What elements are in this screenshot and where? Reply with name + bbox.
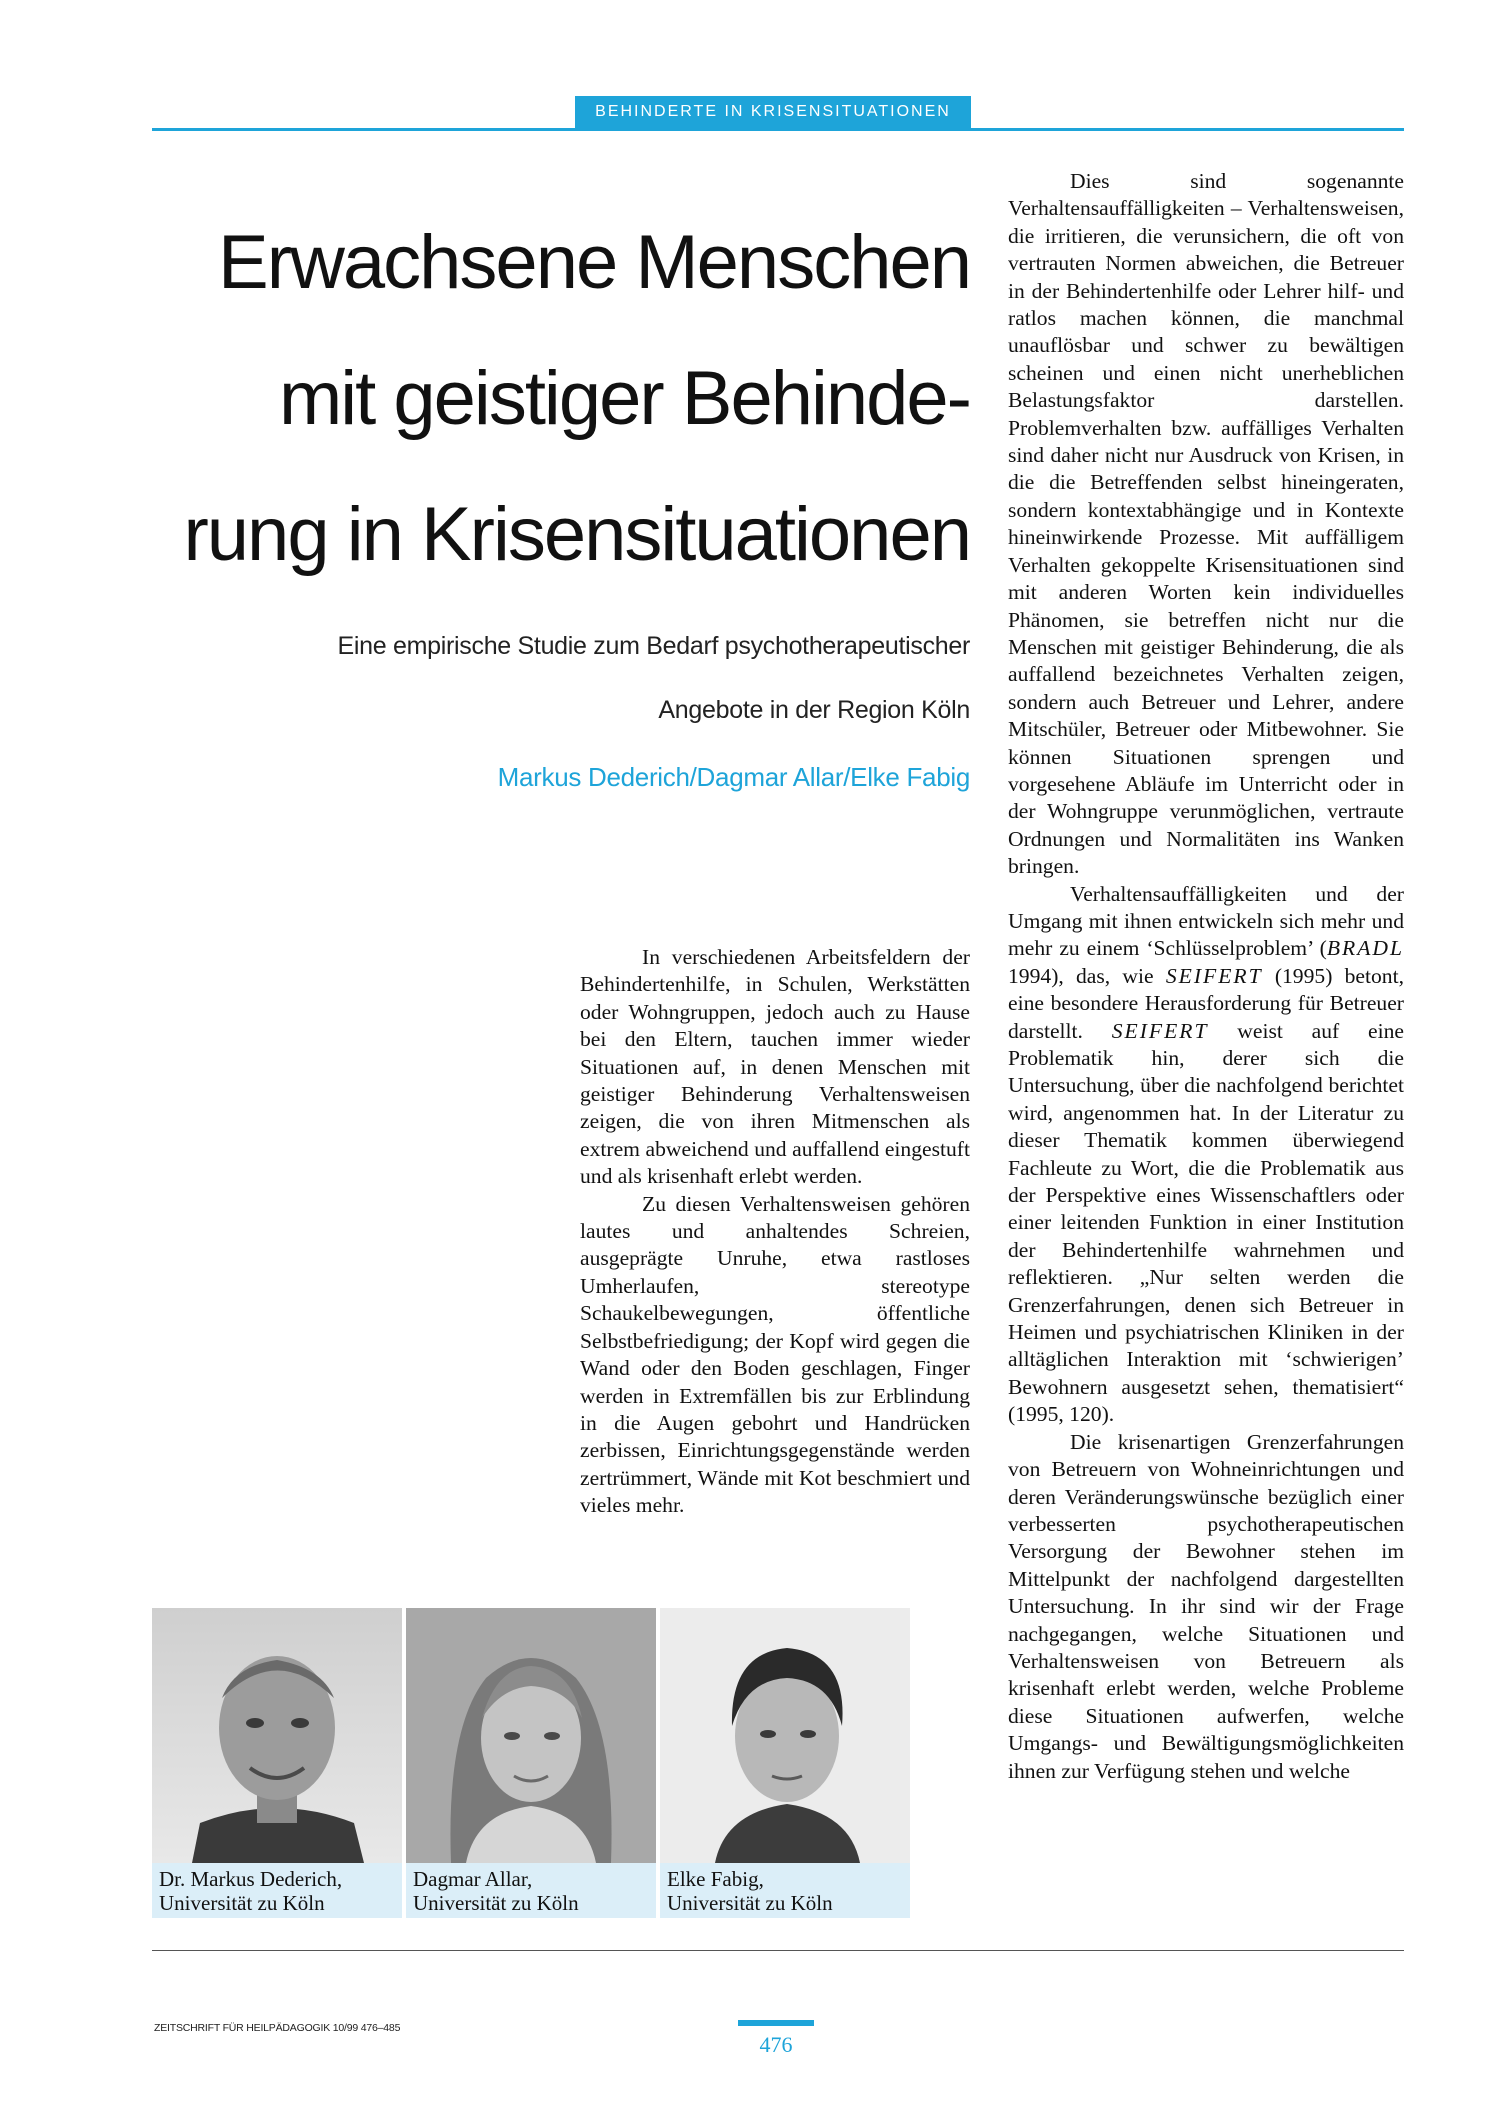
caption-affiliation: Universität zu Köln [667, 1891, 833, 1915]
article-authors: Markus Dederich/Dagmar Allar/Elke Fabig [497, 762, 970, 792]
caption-name: Dagmar Allar, [413, 1867, 533, 1891]
citation-seifert: SEIFERT [1111, 1018, 1209, 1043]
author-photos [152, 1608, 914, 1918]
author-photo-fabig [660, 1608, 910, 1863]
header-rule [152, 128, 1404, 131]
title-line-2: mit geistiger Behinde- [278, 356, 970, 441]
caption-affiliation: Universität zu Köln [159, 1891, 325, 1915]
author-photo-dederich [152, 1608, 402, 1863]
photo-caption [152, 1863, 402, 1918]
page-number: 476 [759, 2032, 793, 2057]
subtitle-line-1: Eine empirische Studie zum Bedarf psychotherapeutischer [337, 632, 970, 660]
body-column-middle [580, 944, 970, 1520]
photo-caption [406, 1863, 656, 1918]
paragraph: Zu diesen Verhaltensweisen gehören lautes und anhaltendes Schreien, ausgeprägte Unruhe, etwa rastloses Umherlaufen, stereotype Schaukelbewegungen, öffentliche Selbstbefriedigung; der Kopf wird gegen die Wand oder den Boden geschlagen, Finger werden in Extremfällen bis zur Erblindung in die Augen gebohrt und Handrücken zerbissen, Einrichtungsgegenstände werden zertrümmert, Wände mit Kot beschmiert und vieles mehr. [580, 1191, 970, 1518]
text-span: 1994), das, wie [1008, 963, 1166, 988]
journal-reference: ZEITSCHRIFT FÜR HEILPÄDAGOGIK 10/99 476–485 [154, 2022, 401, 2034]
paragraph [1008, 881, 1404, 1429]
caption-name: Dr. Markus Dederich, [159, 1867, 343, 1891]
text-span: weist auf eine Problematik hin, derer sich die Untersuchung, über die nachfolgend berichtet wird, angenommen hat. In der Literatur zu dieser Thematik kommen überwiegend Fachleute zu Wort, die die Problematik aus der Perspektive eines Wissenschaftlers oder einer leitenden Funktion in einer Institution der Behindertenhilfe wahrnehmen und reflektieren. „Nur selten werden die Grenzerfahrungen, denen sich Betreuer in Heimen und psychiatrischen Kliniken in der alltäglichen Interaktion mit ‘schwierigen’ Bewohnern ausgesetzt sehen, thematisiert“ (1995, 120). [1008, 1018, 1404, 1427]
section-header: BEHINDERTE IN KRISENSITUATIONEN [575, 96, 971, 128]
title-line-1: Erwachsene Menschen [218, 220, 970, 305]
text-span: Verhaltensauffälligkeiten und der Umgang mit ihnen entwickeln sich mehr und mehr zu einem ‘Schlüsselproblem’ ( [1008, 881, 1404, 961]
body-column-right [1008, 168, 1404, 1785]
citation-bradl: BRADL [1326, 936, 1404, 961]
photo-caption [660, 1863, 910, 1918]
page-number-bar [738, 2020, 814, 2026]
article-title [150, 195, 970, 603]
paragraph: Die krisenartigen Grenzerfahrungen von Betreuern von Wohneinrichtungen und deren Veränderungswünsche bezüglich einer verbesserten psychotherapeutischen Versorgung der Bewohner stehen im Mittelpunkt der nachfolgend dargestellten Untersuchung. In ihr sind wir der Frage nachgegangen, welche Situationen und Verhaltensweisen von Betreuern als krisenhaft erlebt werden, welche Probleme diese Situationen aufwerfen, welche Umgangs- und Bewältigungsmöglichkeiten ihnen zur Verfügung stehen und welche [1008, 1429, 1404, 1783]
footer-rule [152, 1950, 1404, 1951]
paragraph: In verschiedenen Arbeitsfeldern der Behindertenhilfe, in Schulen, Werkstätten oder Wohngruppen, jedoch auch zu Hause bei den Eltern, tauchen immer wieder Situationen auf, in denen Menschen mit geistiger Behinderung Verhaltensweisen zeigen, die von ihren Mitmenschen als extrem abweichend und auffallend eingestuft und als krisenhaft erlebt werden. [580, 945, 970, 1189]
paragraph: Dies sind sogenannte Verhaltensauffälligkeiten – Verhaltensweisen, die irritieren, die verunsichern, die oft von vertrauten Normen abweichen, die Betreuer in der Behindertenhilfe oder Lehrer hilf- und ratlos machen können, die manchmal unauflösbar und schwer zu bewältigen scheinen und einen nicht unerheblichen Belastungsfaktor darstellen. Problemverhalten bzw. auffälliges Verhalten sind daher nicht nur Ausdruck von Krisen, in die die Betreffenden selbst hineingeraten, sondern kontextabhängige und in Kontexte hineinwirkende Prozesse. Mit auffälligem Verhalten gekoppelte Krisensituationen sind mit anderen Worten kein individuelles Phänomen, sie betreffen nicht nur die Menschen mit geistiger Behinderung, die als auffallend bezeichnetes Verhalten zeigen, sondern auch Betreuer und Lehrer, andere Mitschüler, Betreuer oder Mitbewohner. Sie können Situationen sprengen und vorgesehene Abläufe im Unterricht oder in der Wohngruppe verunmöglichen, vertraute Ordnungen und Normalitäten ins Wanken bringen. [1008, 169, 1404, 879]
citation-seifert: SEIFERT [1165, 963, 1263, 988]
subtitle-line-2: Angebote in der Region Köln [658, 696, 970, 724]
author-photo-allar [406, 1608, 656, 1863]
caption-name: Elke Fabig, [667, 1867, 764, 1891]
text-span: (1995) betont, eine besondere Herausforderung für Betreuer darstellt. [1008, 963, 1404, 1043]
caption-affiliation: Universität zu Köln [413, 1891, 579, 1915]
title-line-3: rung in Krisensituationen [183, 492, 970, 577]
article-subtitle [210, 614, 970, 742]
